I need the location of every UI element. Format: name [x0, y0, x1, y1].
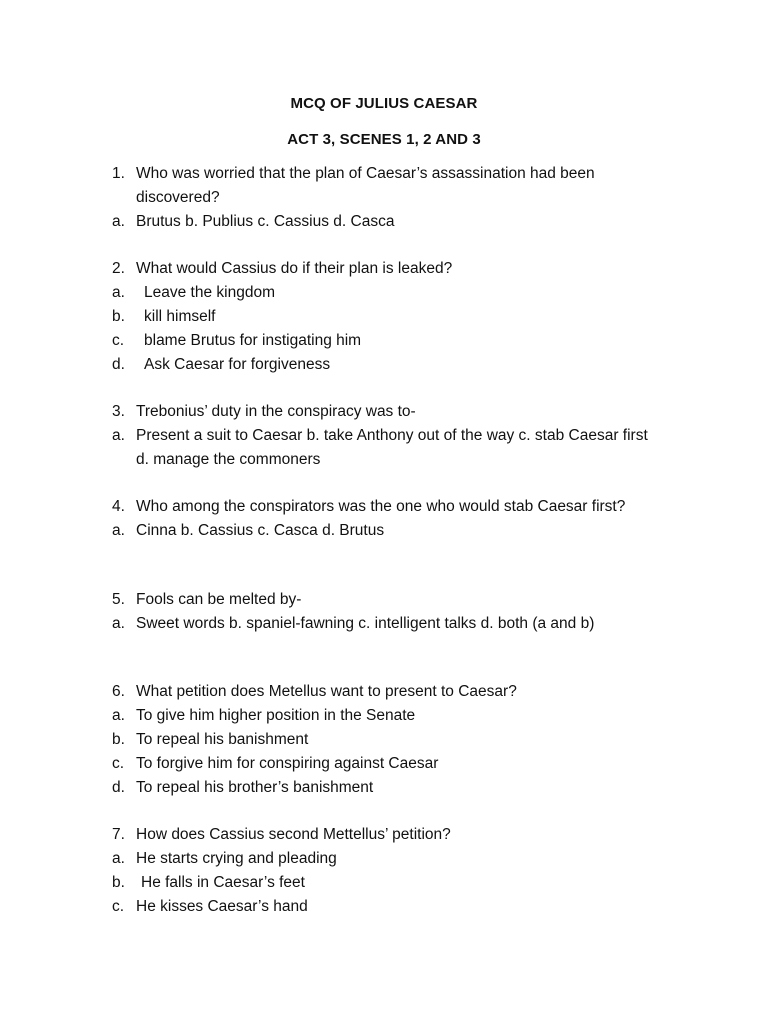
document-title: MCQ OF JULIUS CAESAR — [290, 95, 478, 112]
question-text: What petition does Metellus want to present to Caesar? — [136, 683, 517, 700]
option-marker: a. — [112, 284, 125, 301]
option-text: Present a suit to Caesar b. take Anthony out of the way c. stab Caesar first — [136, 427, 648, 444]
option-marker: c. — [112, 332, 125, 349]
question-number: 2. — [112, 260, 125, 277]
question-text: How does Cassius second Mettellus’ petition? — [136, 826, 451, 843]
option-text: Leave the kingdom — [144, 284, 275, 301]
question-text: Fools can be melted by- — [136, 591, 302, 608]
option-marker: a. — [112, 522, 125, 539]
option-marker: b. — [112, 731, 125, 748]
option-text: He starts crying and pleading — [136, 850, 337, 867]
question-text: Trebonius’ duty in the conspiracy was to- — [136, 403, 416, 420]
option-marker: a. — [112, 213, 125, 230]
option-marker: c. — [112, 898, 125, 915]
question-number: 3. — [112, 403, 125, 420]
option-text: Brutus b. Publius c. Cassius d. Casca — [136, 213, 395, 230]
option-marker: d. — [112, 356, 125, 373]
option-marker: a. — [112, 615, 125, 632]
option-text: He falls in Caesar’s feet — [141, 874, 305, 891]
option-marker: a. — [112, 427, 125, 444]
question-number: 4. — [112, 498, 125, 515]
option-text: blame Brutus for instigating him — [144, 332, 362, 349]
option-marker: c. — [112, 755, 125, 772]
option-text: kill himself — [144, 308, 216, 325]
option-text: To repeal his banishment — [136, 731, 309, 748]
question-text: discovered? — [136, 189, 220, 206]
option-text: Cinna b. Cassius c. Casca d. Brutus — [136, 522, 385, 539]
question-text: What would Cassius do if their plan is leaked? — [136, 260, 453, 277]
option-text: To give him higher position in the Senate — [136, 707, 416, 724]
option-text: d. manage the commoners — [136, 451, 321, 468]
question-number: 6. — [112, 683, 125, 700]
question-number: 5. — [112, 591, 125, 608]
document-subtitle: ACT 3, SCENES 1, 2 AND 3 — [287, 131, 481, 148]
option-marker: b. — [112, 308, 125, 325]
question-text: Who was worried that the plan of Caesar’s assassination had been — [136, 165, 595, 182]
option-text: To forgive him for conspiring against Caesar — [136, 755, 439, 772]
option-text: To repeal his brother’s banishment — [136, 779, 374, 796]
question-text: Who among the conspirators was the one who would stab Caesar first? — [136, 498, 626, 515]
option-marker: a. — [112, 707, 125, 724]
option-marker: b. — [112, 874, 125, 891]
question-number: 1. — [112, 165, 125, 182]
question-number: 7. — [112, 826, 125, 843]
option-text: Ask Caesar for forgiveness — [144, 356, 331, 373]
option-marker: a. — [112, 850, 125, 867]
option-text: He kisses Caesar’s hand — [136, 898, 308, 915]
option-marker: d. — [112, 779, 125, 796]
option-text: Sweet words b. spaniel-fawning c. intelligent talks d. both (a and b) — [136, 615, 595, 632]
